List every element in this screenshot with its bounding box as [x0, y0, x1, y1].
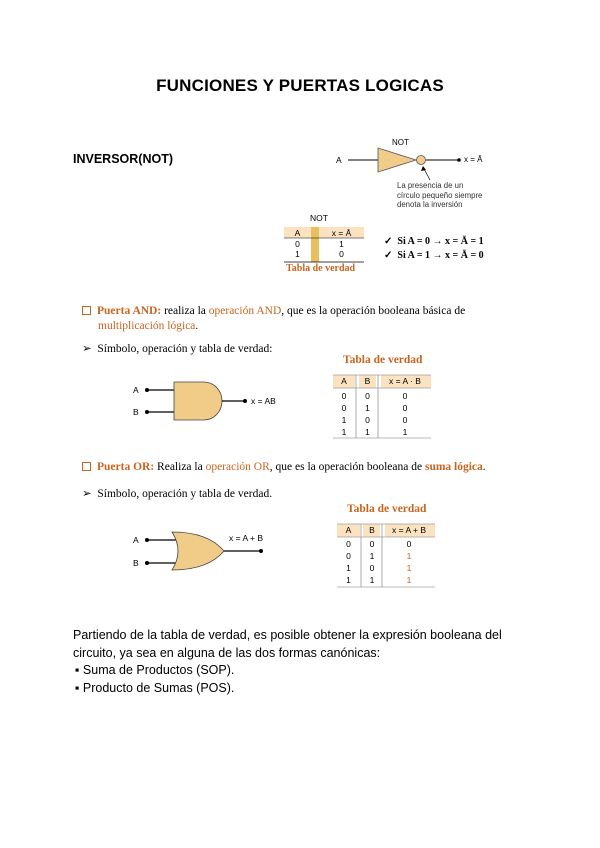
and-table-cell: 1: [402, 427, 408, 437]
not-rule: [384, 235, 484, 249]
or-table-cell: 1: [406, 551, 412, 561]
or-gate-name: Puerta OR:: [97, 461, 155, 473]
or-table-header: A: [345, 525, 352, 535]
or-desc-end: .: [482, 461, 486, 473]
and-table-cell: 1: [341, 427, 347, 437]
conclusion: [73, 627, 543, 697]
or-output: x = A + B: [229, 533, 264, 543]
and-table-header: A: [341, 376, 347, 386]
and-table-cell: 0: [365, 391, 370, 401]
and-subtitle: [82, 341, 272, 355]
not-gate: [348, 148, 461, 180]
and-table-cell: 1: [365, 427, 370, 437]
and-col-a: [333, 390, 355, 438]
and-table-header: B: [364, 376, 371, 386]
and-table-header: x = A · B: [389, 376, 421, 386]
or-table-cell: 1: [406, 575, 412, 585]
and-output: x = AB: [251, 396, 276, 406]
not-output-label: x = Ā: [464, 155, 483, 164]
and-desc-text: , que es la operación booleana básica de: [281, 305, 466, 317]
or-table-cell: 1: [346, 563, 351, 573]
and-input-b: B: [133, 407, 139, 417]
not-note-line: denota la inversión: [397, 200, 463, 209]
or-table-header: x = A + B: [391, 525, 427, 535]
not-note: [397, 181, 482, 210]
or-table-cell: 0: [369, 539, 375, 549]
not-table-caption: Tabla de verdad: [286, 263, 356, 274]
checkbox-bullet-icon: [82, 306, 91, 315]
not-table-cell: 1: [339, 239, 344, 249]
conclusion-line: Partiendo de la tabla de verdad, es posible obtener la expresión booleana del: [73, 628, 502, 642]
not-table-title: NOT: [310, 213, 328, 223]
or-subtitle: [82, 486, 272, 500]
and-gate-name: Puerta AND:: [97, 305, 162, 317]
and-desc-text: realiza la: [161, 305, 209, 317]
and-table-cell: 1: [341, 415, 347, 425]
not-gate-label: NOT: [392, 138, 409, 147]
not-input-label: A: [336, 155, 342, 165]
or-table-cell: 0: [346, 539, 351, 549]
or-col-x: [383, 538, 435, 586]
or-op-name: operación OR: [205, 461, 270, 473]
or-table-cell: 1: [369, 551, 375, 561]
and-desc-end: .: [195, 320, 199, 332]
and-desc-line2: multiplicación lógica: [98, 320, 196, 332]
and-description: [82, 304, 512, 334]
and-input-a: A: [133, 385, 139, 395]
or-table-cell: 1: [406, 563, 412, 573]
and-table-caption: Tabla de verdad: [343, 354, 423, 366]
page-title: FUNCIONES Y PUERTAS LOGICAS: [156, 76, 444, 95]
not-note-line: círculo pequeño siempre: [397, 190, 483, 200]
or-table-cell: 1: [369, 575, 375, 585]
check-icon: ✓: [384, 236, 398, 247]
arrow-bullet-icon: ➢: [82, 488, 98, 500]
or-desc-text: , que es la operación booleana de: [269, 461, 425, 473]
not-table-cell: 0: [339, 249, 344, 259]
or-table-caption: Tabla de verdad: [347, 503, 427, 515]
or-subtitle-text: Símbolo, operación y tabla de verdad.: [97, 488, 273, 500]
not-rule: [384, 249, 484, 263]
arrow-bullet-icon: ➢: [82, 343, 98, 355]
or-input-a: A: [133, 535, 139, 545]
not-rules: [384, 235, 484, 263]
not-table-header: A: [294, 228, 301, 238]
not-table-cell: 0: [295, 239, 300, 249]
not-note-line: La presencia de un: [397, 181, 464, 190]
and-table-cell: 0: [341, 403, 347, 413]
or-table-cell: 0: [406, 539, 412, 549]
or-table-cell: 0: [346, 551, 351, 561]
bullet-icon: ▪: [75, 663, 83, 677]
and-gate: [145, 382, 247, 420]
and-table-cell: 0: [365, 415, 370, 425]
or-input-b: B: [133, 558, 139, 568]
not-rule-text: Si A = 1 → x = Ā = 0: [397, 250, 484, 261]
or-col-b: [362, 538, 382, 586]
or-col-a: [337, 538, 360, 586]
list-item: [73, 662, 543, 680]
or-op-bold: suma lógica: [424, 461, 483, 473]
and-col-b: [357, 390, 378, 438]
and-subtitle-text: Símbolo, operación y tabla de verdad:: [97, 343, 273, 355]
or-desc-text: Realiza la: [154, 461, 206, 473]
and-col-x: [379, 390, 431, 438]
not-rule-text: Si A = 0 → x = Ā = 1: [397, 236, 484, 247]
list-item-text: Producto de Sumas (POS).: [82, 680, 235, 695]
not-table-cell: 1: [295, 249, 300, 259]
not-table-header: x = Ā: [331, 228, 352, 238]
or-table-cell: 0: [369, 563, 375, 573]
list-item: [73, 680, 543, 698]
and-table-cell: 1: [365, 403, 370, 413]
and-table-cell: 0: [341, 391, 347, 401]
check-icon: ✓: [384, 250, 398, 261]
list-item-text: Suma de Productos (SOP).: [82, 663, 235, 677]
and-table-cell: 0: [402, 403, 408, 413]
bullet-icon: ▪: [75, 680, 83, 695]
or-table-header: B: [369, 525, 375, 535]
not-heading: INVERSOR(NOT): [73, 152, 173, 166]
or-description: [82, 461, 522, 473]
or-table-cell: 1: [346, 575, 351, 585]
conclusion-line: circuito, ya sea en alguna de las dos formas canónicas:: [73, 645, 381, 660]
checkbox-bullet-icon: [82, 462, 91, 471]
and-op-name: operación AND: [208, 305, 282, 317]
and-table-cell: 0: [402, 391, 408, 401]
and-table-cell: 0: [402, 415, 408, 425]
